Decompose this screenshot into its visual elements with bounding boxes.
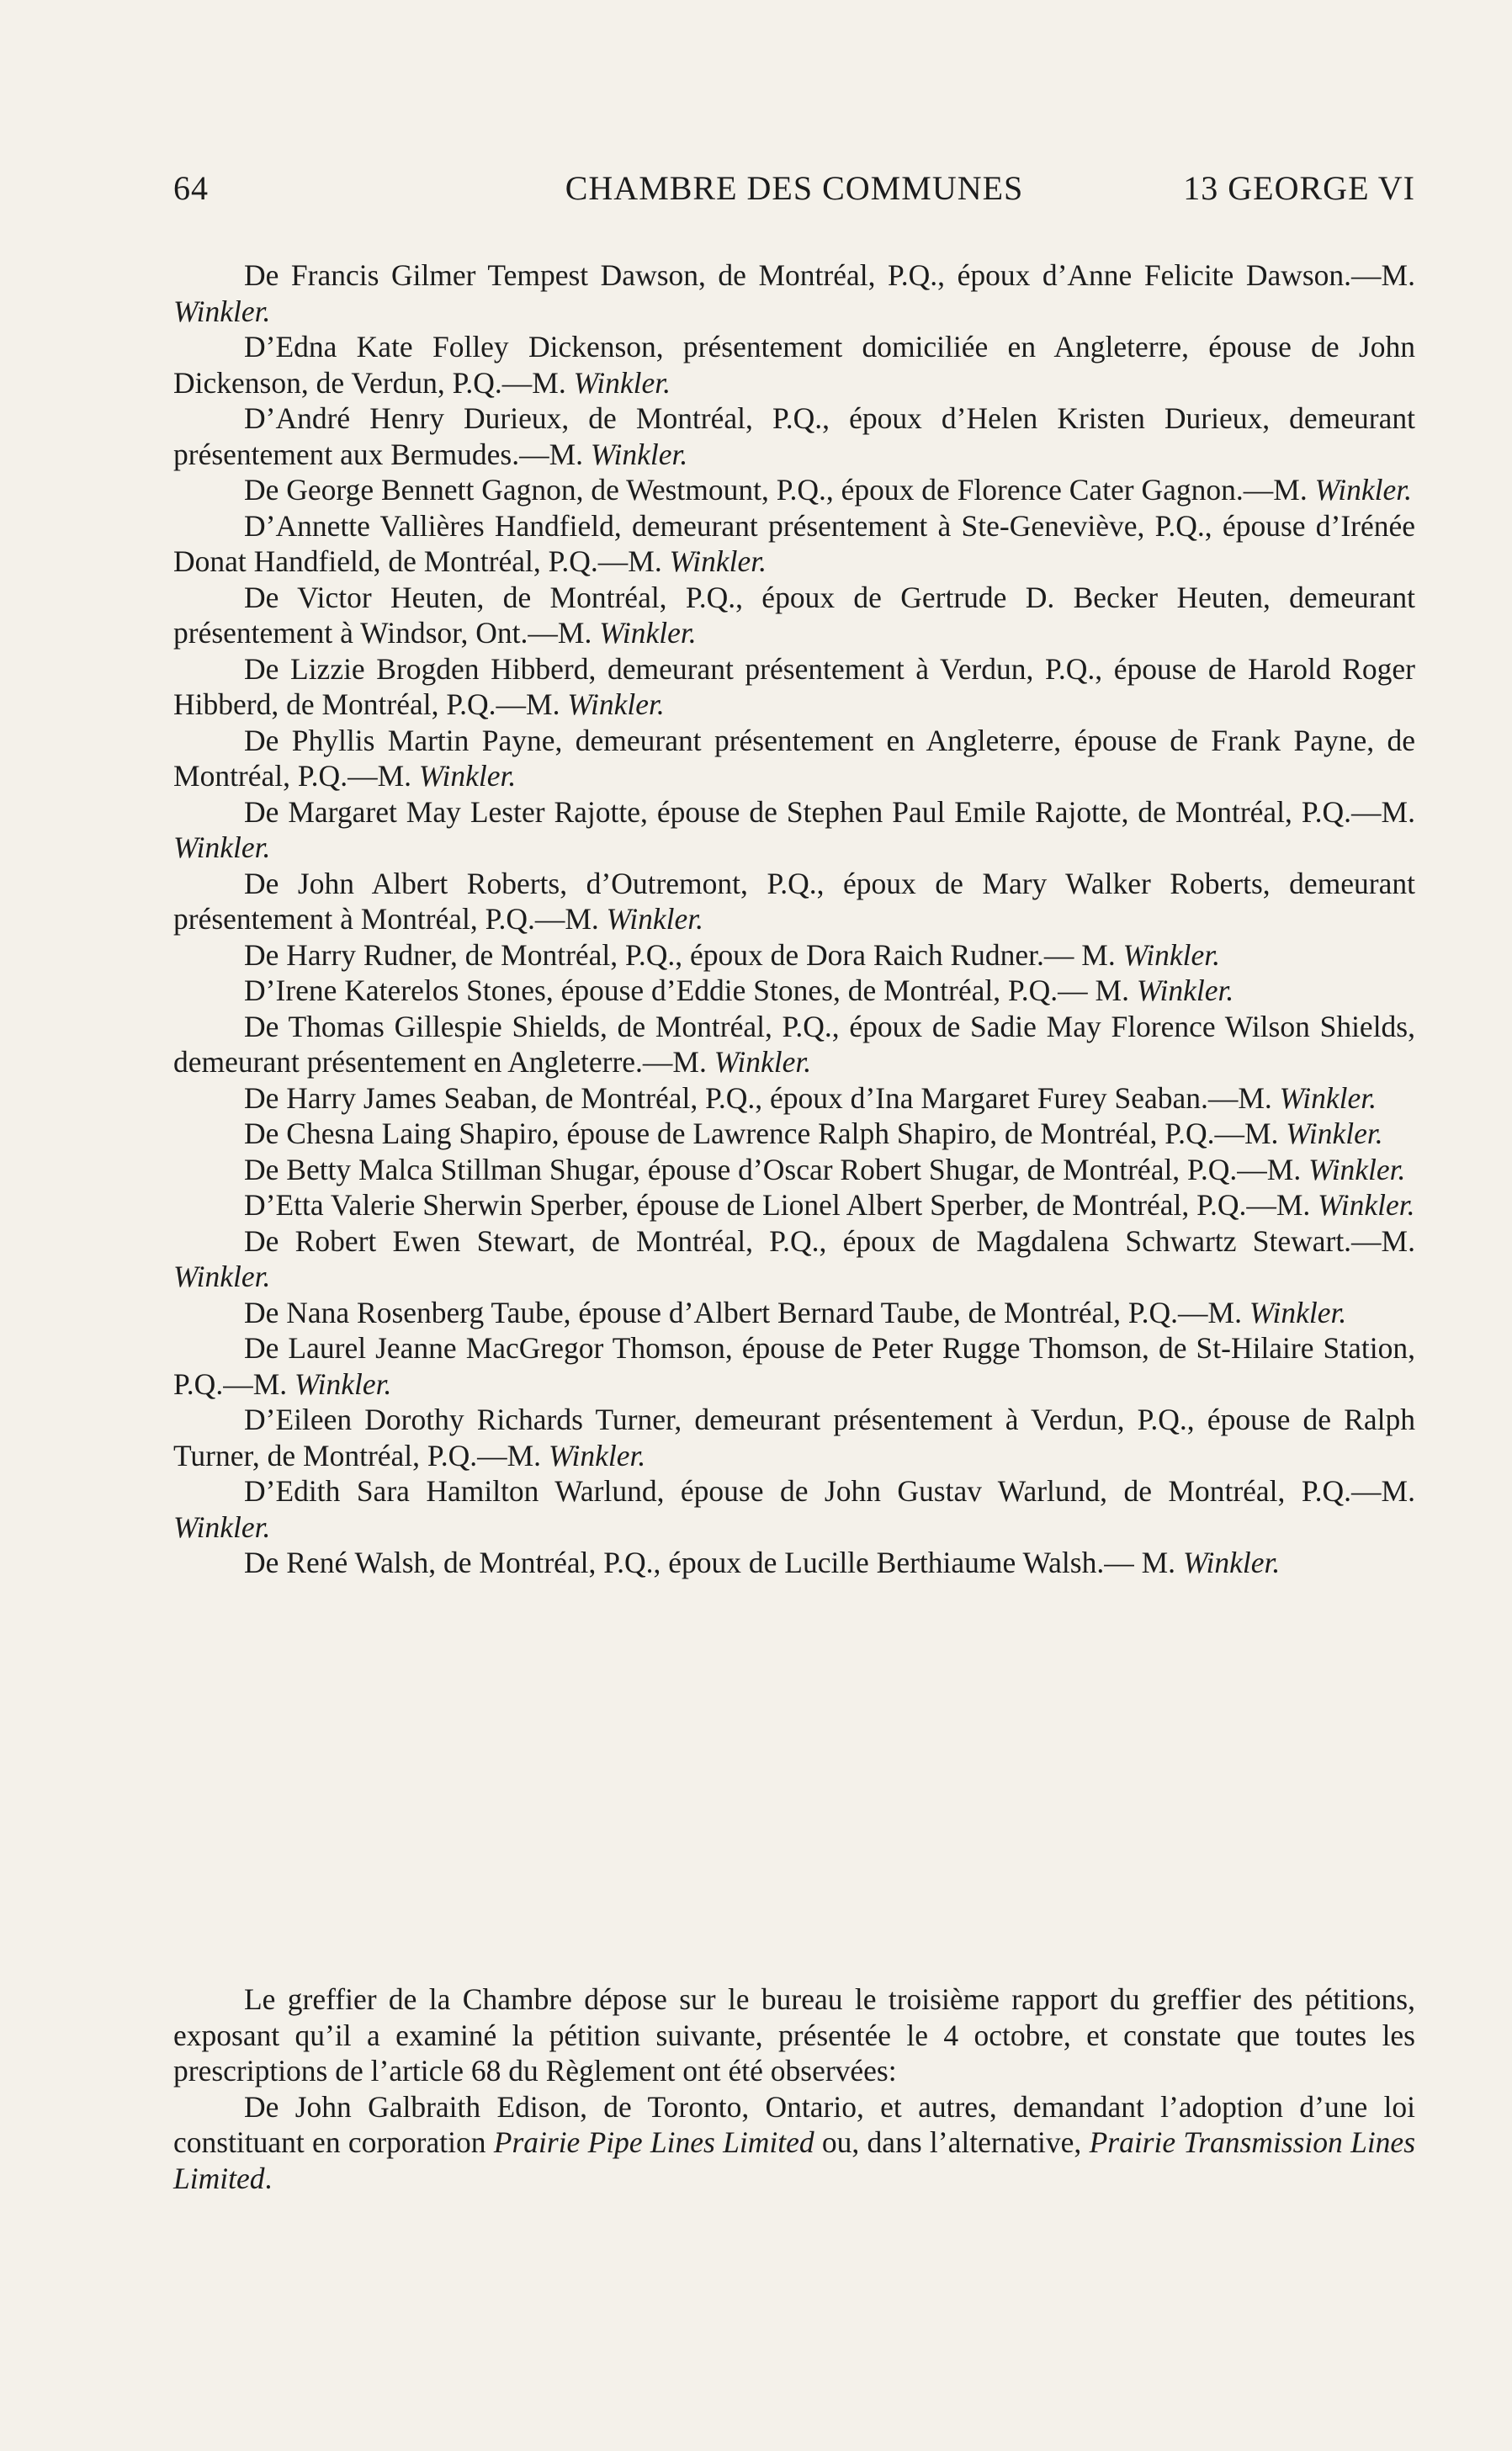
petition-entry — [173, 1152, 1415, 1188]
member-name: Winkler. — [1314, 473, 1412, 507]
petition-entry-text: D’Etta Valerie Sherwin Sperber, épouse de Lionel Albert Sperber, de Montréal, P.Q.—M. — [244, 1188, 1318, 1222]
reign-label: 13 GEORGE VI — [1183, 169, 1415, 207]
petition-text-end: . — [264, 2161, 273, 2195]
member-name: Winkler. — [173, 830, 271, 864]
petition-entry — [173, 866, 1415, 937]
member-name: Winkler. — [1286, 1117, 1383, 1150]
petition-entry-text: De Lizzie Brogden Hibberd, demeurant présentement à Verdun, P.Q., épouse de Harold Roger Hibberd, de Montréal, P.Q.—M. — [173, 651, 1415, 721]
petition-entry — [173, 508, 1415, 580]
petition-entry — [173, 1187, 1415, 1223]
petition-entry-text: De Laurel Jeanne MacGregor Thomson, épouse de Peter Rugge Thomson, de St-Hilaire Station, P.Q.—M. — [173, 1331, 1415, 1401]
petition-entry — [173, 1009, 1415, 1080]
petition-entry-text: D’Annette Vallières Handfield, demeurant présentement à Ste-Geneviève, P.Q., épouse d’Irénée Donat Handfield, de Montréal, P.Q.—M. — [173, 508, 1415, 578]
company-name-primary: Prairie Pipe Lines Limited — [493, 2125, 814, 2159]
petition-entry-text: De John Albert Roberts, d’Outremont, P.Q., époux de Mary Walker Roberts, demeurant présentement à Montréal, P.Q.—M. — [173, 866, 1415, 936]
member-name: Winkler. — [173, 294, 271, 328]
petition-entry — [173, 1080, 1415, 1117]
petition-entry-text: De Victor Heuten, de Montréal, P.Q., époux de Gertrude D. Becker Heuten, demeurant présentement à Windsor, Ont.—M. — [173, 580, 1415, 650]
member-name: Winkler. — [173, 1260, 271, 1293]
petition-entry-text: De Thomas Gillespie Shields, de Montréal, P.Q., époux de Sadie May Florence Wilson Shields, demeurant présentement en Angleterre.—M. — [173, 1009, 1415, 1079]
member-name: Winkler. — [606, 902, 704, 936]
company-name-alternative: Prairie Transmission Lines Limited — [173, 2125, 1416, 2195]
member-name: Winkler. — [1136, 974, 1234, 1007]
running-title: CHAMBRE DES COMMUNES — [565, 169, 1024, 207]
member-name: Winkler. — [599, 616, 697, 650]
petition-entry-text: D’Edith Sara Hamilton Warlund, épouse de John Gustav Warlund, de Montréal, P.Q.—M. — [244, 1474, 1415, 1508]
page-header — [173, 167, 1415, 210]
petition-entry-text: De George Bennett Gagnon, de Westmount, P.Q., époux de Florence Cater Gagnon.—M. — [244, 473, 1315, 507]
petition-entry-text: De Francis Gilmer Tempest Dawson, de Montréal, P.Q., époux d’Anne Felicite Dawson.—M. — [244, 258, 1415, 292]
petition-entry-text: D’Irene Katerelos Stones, épouse d’Eddie Stones, de Montréal, P.Q.— M. — [244, 974, 1137, 1007]
petition-entry — [173, 1545, 1415, 1581]
petition-entry — [173, 472, 1415, 508]
member-name: Winkler. — [669, 544, 767, 578]
petition-entry-text: De Robert Ewen Stewart, de Montréal, P.Q., époux de Magdalena Schwartz Stewart.—M. — [244, 1223, 1415, 1258]
clerk-report-paragraph: Le greffier de la Chambre dépose sur le bureau le troisième rapport du greffier des pétitions, exposant qu’il a examiné la pétition suivante, présentée le 4 octobre, et constate que toutes les prescriptions de l’article 68 du Règlement ont été observées: — [173, 1982, 1415, 2088]
member-name: Winkler. — [1122, 937, 1220, 972]
petition-entry — [173, 1402, 1415, 1473]
petition-entry — [173, 1330, 1415, 1402]
member-name: Winkler. — [294, 1366, 392, 1401]
petition-text-middle: ou, dans l’alternative, — [814, 2125, 1090, 2159]
member-name: Winkler. — [714, 1045, 812, 1079]
petition-entry — [173, 794, 1415, 866]
clerk-report-section — [173, 1981, 1415, 2196]
petition-text-start: De John Galbraith Edison, de Toronto, Ontario, et autres, demandant l’adoption d’une loi constituant en corporation — [173, 2089, 1415, 2159]
petition-entry-text: D’André Henry Durieux, de Montréal, P.Q., époux d’Helen Kristen Durieux, demeurant présentement aux Bermudes.—M. — [173, 401, 1415, 471]
petition-entry — [173, 723, 1415, 794]
petition-entry-text: De Nana Rosenberg Taube, épouse d’Albert Bernard Taube, de Montréal, P.Q.—M. — [244, 1295, 1249, 1329]
member-name: Winkler. — [1308, 1152, 1406, 1186]
petition-entry-text: De Margaret May Lester Rajotte, épouse de Stephen Paul Emile Rajotte, de Montréal, P.Q.—M. — [244, 794, 1415, 829]
petition-entry-text: De Harry Rudner, de Montréal, P.Q., époux de Dora Raich Rudner.— M. — [244, 937, 1123, 972]
petition-entry-text: De René Walsh, de Montréal, P.Q., époux de Lucille Berthiaume Walsh.— M. — [244, 1546, 1183, 1579]
petition-entry-text: De Chesna Laing Shapiro, épouse de Lawrence Ralph Shapiro, de Montréal, P.Q.—M. — [244, 1117, 1287, 1150]
member-name: Winkler. — [418, 759, 517, 793]
member-name: Winkler. — [173, 1509, 271, 1544]
petition-entry-text: De Phyllis Martin Payne, demeurant présentement en Angleterre, épouse de Frank Payne, de Montréal, P.Q.—M. — [173, 723, 1415, 793]
member-name: Winkler. — [567, 687, 665, 721]
petition-entry-text: D’Eileen Dorothy Richards Turner, demeurant présentement à Verdun, P.Q., épouse de Ralph Turner, de Montréal, P.Q.—M. — [173, 1403, 1415, 1472]
petition-entry — [173, 937, 1415, 974]
member-name: Winkler. — [1182, 1546, 1281, 1579]
petition-entry — [173, 1473, 1415, 1545]
member-name: Winkler. — [1279, 1080, 1377, 1115]
member-name: Winkler. — [1318, 1188, 1415, 1222]
petition-entry — [173, 973, 1415, 1009]
petition-entry — [173, 329, 1415, 401]
member-name: Winkler. — [573, 365, 671, 400]
petition-entry — [173, 1223, 1415, 1295]
petition-entry-text: De Betty Malca Stillman Shugar, épouse d’Oscar Robert Shugar, de Montréal, P.Q.—M. — [244, 1152, 1309, 1186]
page-number: 64 — [173, 169, 209, 207]
petition-entry-text: De Harry James Seaban, de Montréal, P.Q., époux d’Ina Margaret Furey Seaban.—M. — [244, 1080, 1280, 1115]
petition-entry — [173, 651, 1415, 723]
member-name: Winkler. — [590, 437, 688, 471]
member-name: Winkler. — [548, 1438, 646, 1472]
petition-entry — [173, 1295, 1415, 1331]
petition-entry — [173, 257, 1415, 329]
petition-entry — [173, 401, 1415, 472]
petition-entry — [173, 580, 1415, 651]
petition-list — [173, 257, 1415, 1581]
bill-petition-paragraph — [173, 2089, 1415, 2197]
member-name: Winkler. — [1249, 1295, 1347, 1329]
petition-entry — [173, 1116, 1415, 1152]
petition-entry-text: D’Edna Kate Folley Dickenson, présentement domiciliée en Angleterre, épouse de John Dickenson, de Verdun, P.Q.—M. — [173, 330, 1415, 400]
